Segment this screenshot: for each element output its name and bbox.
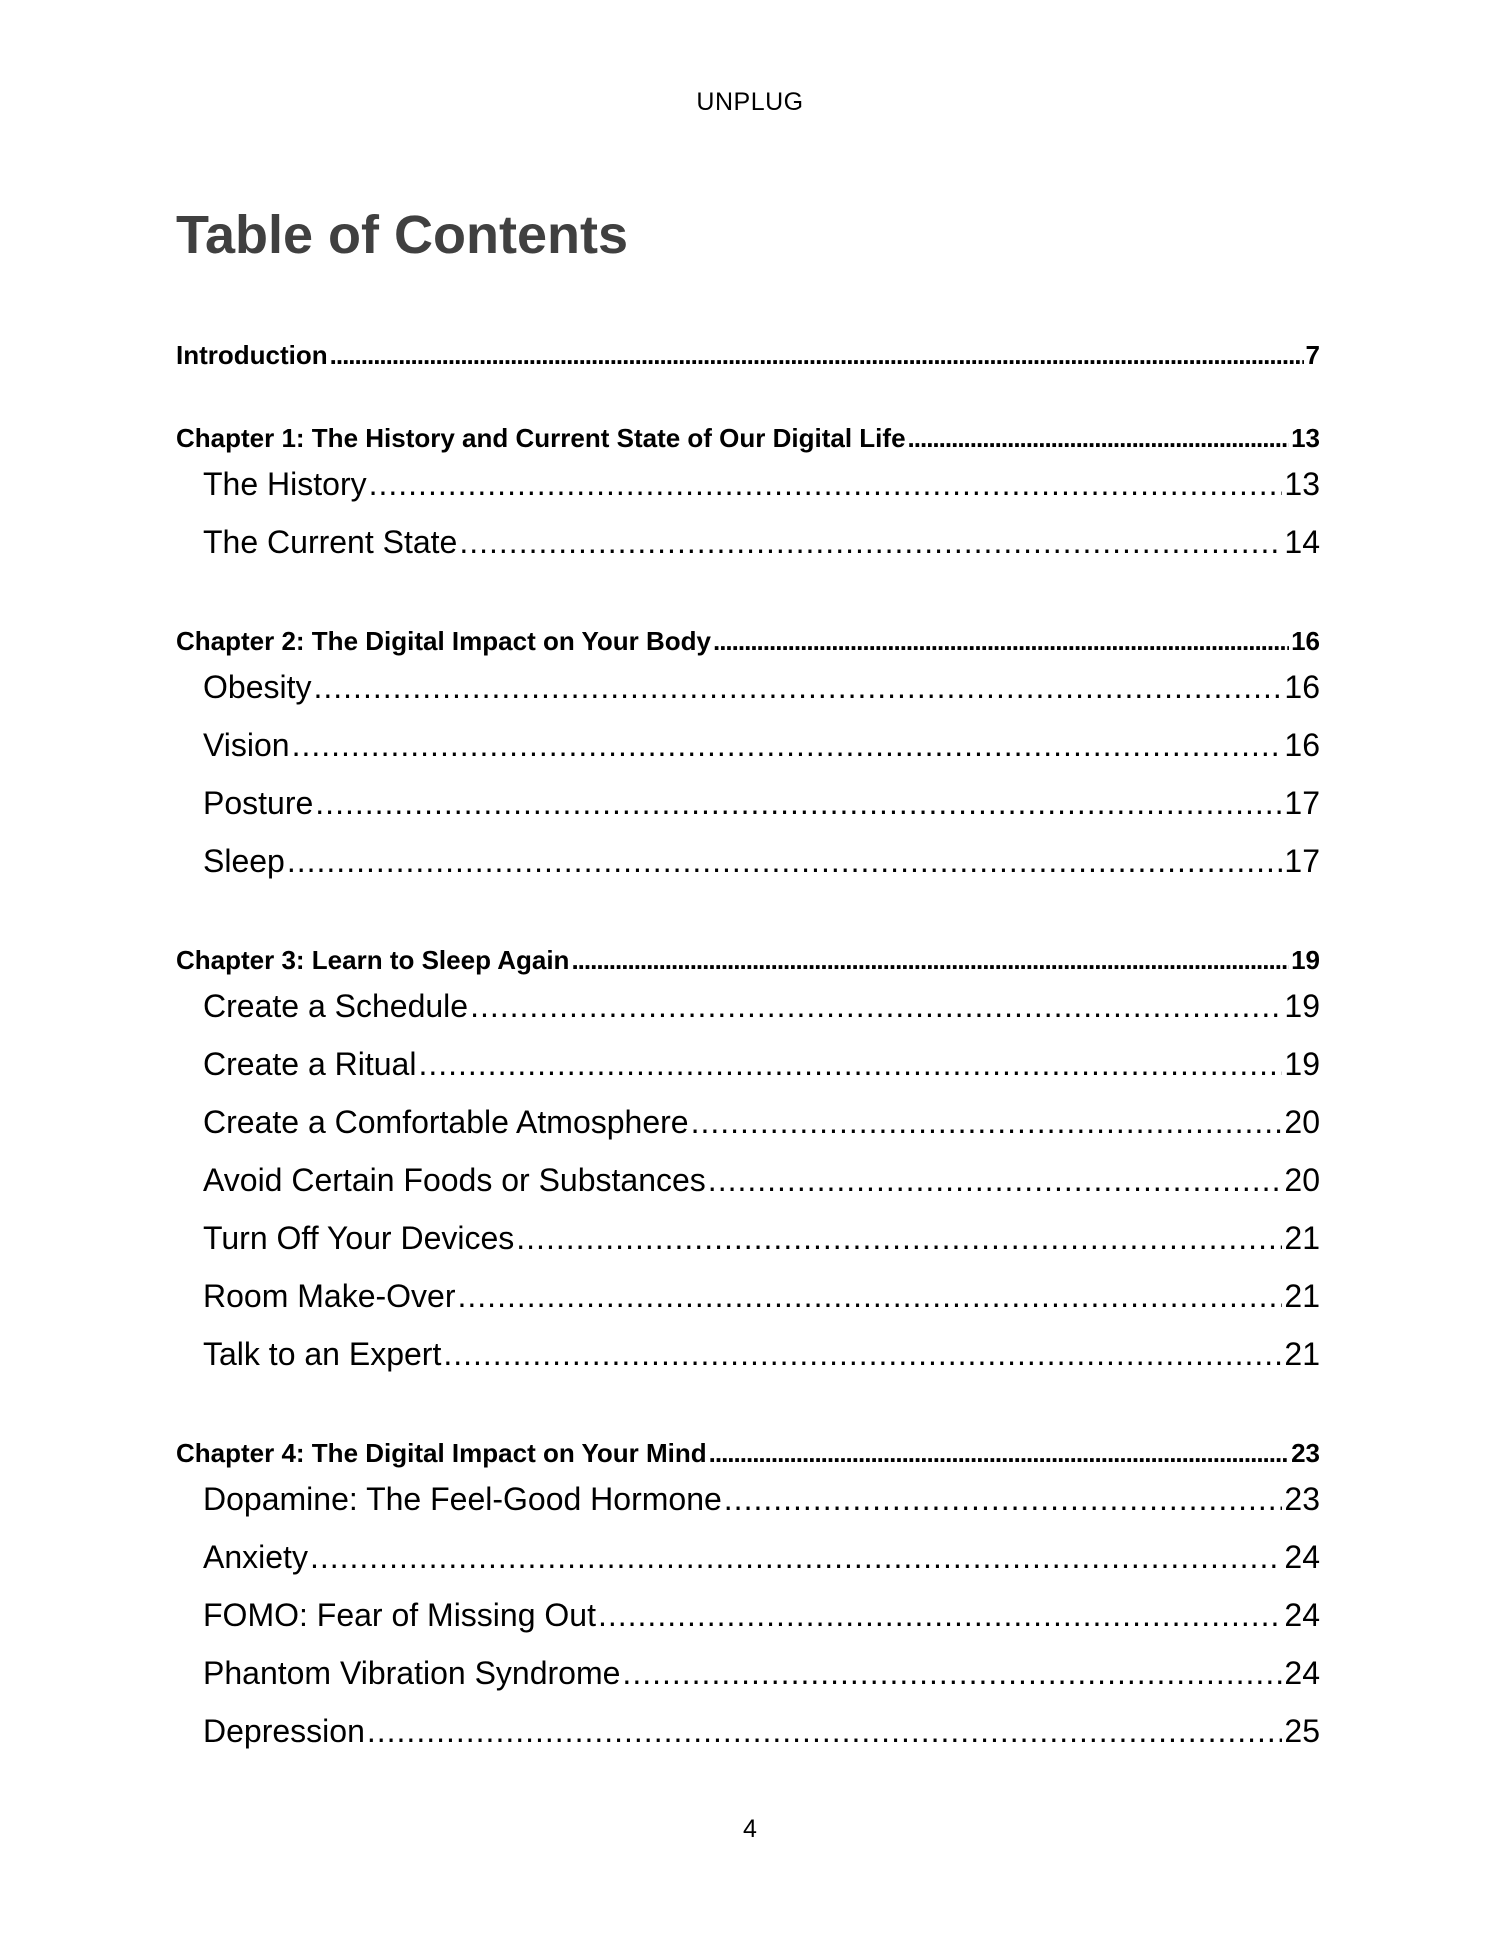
toc-entry-label: Depression xyxy=(203,1713,365,1749)
toc-entry-page: 13 xyxy=(1291,423,1320,453)
toc-entry-section[interactable] xyxy=(176,1586,1320,1644)
toc-entry-section[interactable] xyxy=(176,1702,1320,1760)
toc-entry-page: 20 xyxy=(1284,1104,1320,1140)
toc-entry-section[interactable] xyxy=(176,1035,1320,1093)
toc-entry-page: 16 xyxy=(1284,669,1320,705)
dot-leader xyxy=(310,1528,1282,1586)
toc-entry-page: 7 xyxy=(1305,340,1320,370)
toc-entry-label: Dopamine: The Feel-Good Hormone xyxy=(203,1481,722,1517)
dot-leader xyxy=(571,943,1289,977)
dot-leader xyxy=(908,421,1290,455)
toc-entry-page: 21 xyxy=(1284,1336,1320,1372)
dot-leader xyxy=(330,338,1304,372)
toc-entry-page: 24 xyxy=(1284,1655,1320,1691)
toc-entry-page: 24 xyxy=(1284,1539,1320,1575)
toc-entry-label: Avoid Certain Foods or Substances xyxy=(203,1162,706,1198)
page-number: 4 xyxy=(743,1815,757,1843)
toc-entry-page: 16 xyxy=(1291,626,1320,656)
toc-entry-page: 17 xyxy=(1284,785,1320,821)
toc-entry-page: 24 xyxy=(1284,1597,1320,1633)
toc-entry-label: Chapter 3: Learn to Sleep Again xyxy=(176,945,570,975)
toc-entry-label: FOMO: Fear of Missing Out xyxy=(203,1597,596,1633)
toc-entry-chapter-3[interactable] xyxy=(176,943,1320,977)
toc-entry-page: 19 xyxy=(1291,945,1320,975)
dot-leader xyxy=(443,1325,1282,1383)
toc-entry-label: Turn Off Your Devices xyxy=(203,1220,515,1256)
toc-entry-section[interactable] xyxy=(176,513,1320,571)
dot-leader xyxy=(708,1151,1283,1209)
toc-entry-label: The Current State xyxy=(203,524,458,560)
toc-entry-section[interactable] xyxy=(176,1325,1320,1383)
dot-leader xyxy=(470,977,1282,1035)
toc-entry-section[interactable] xyxy=(176,716,1320,774)
toc-entry-page: 21 xyxy=(1284,1278,1320,1314)
toc-entry-page: 19 xyxy=(1284,1046,1320,1082)
toc-entry-section[interactable] xyxy=(176,1644,1320,1702)
dot-leader xyxy=(516,1209,1282,1267)
toc-entry-page: 20 xyxy=(1284,1162,1320,1198)
toc-entry-label: Chapter 1: The History and Current State of Our Digital Life xyxy=(176,423,906,453)
dot-leader xyxy=(315,774,1282,832)
toc-entry-section[interactable] xyxy=(176,1470,1320,1528)
toc-entry-chapter-1[interactable] xyxy=(176,421,1320,455)
table-of-contents xyxy=(176,338,1320,1760)
toc-entry-label: The History xyxy=(203,466,367,502)
toc-entry-label: Create a Ritual xyxy=(203,1046,417,1082)
toc-entry-label: Room Make-Over xyxy=(203,1278,456,1314)
toc-entry-introduction[interactable] xyxy=(176,338,1320,372)
toc-entry-label: Posture xyxy=(203,785,314,821)
dot-leader xyxy=(292,716,1283,774)
toc-entry-section[interactable] xyxy=(176,832,1320,890)
toc-entry-section[interactable] xyxy=(176,455,1320,513)
toc-entry-section[interactable] xyxy=(176,1528,1320,1586)
dot-leader xyxy=(709,1436,1289,1470)
toc-entry-chapter-4[interactable] xyxy=(176,1436,1320,1470)
page-title: Table of Contents xyxy=(176,205,628,265)
toc-entry-label: Obesity xyxy=(203,669,312,705)
dot-leader xyxy=(691,1093,1283,1151)
toc-entry-page: 16 xyxy=(1284,727,1320,763)
toc-entry-page: 23 xyxy=(1291,1438,1320,1468)
toc-entry-label: Chapter 4: The Digital Impact on Your Mind xyxy=(176,1438,707,1468)
toc-entry-section[interactable] xyxy=(176,977,1320,1035)
running-header: UNPLUG xyxy=(696,88,804,116)
toc-entry-page: 13 xyxy=(1284,466,1320,502)
toc-entry-label: Vision xyxy=(203,727,290,763)
toc-entry-section[interactable] xyxy=(176,1093,1320,1151)
toc-entry-section[interactable] xyxy=(176,1209,1320,1267)
dot-leader xyxy=(418,1035,1282,1093)
toc-entry-label: Introduction xyxy=(176,340,328,370)
toc-entry-label: Sleep xyxy=(203,843,285,879)
toc-entry-label: Anxiety xyxy=(203,1539,308,1575)
toc-entry-page: 25 xyxy=(1284,1713,1320,1749)
dot-leader xyxy=(598,1586,1282,1644)
toc-entry-page: 17 xyxy=(1284,843,1320,879)
dot-leader xyxy=(367,1702,1283,1760)
toc-entry-label: Create a Comfortable Atmosphere xyxy=(203,1104,689,1140)
dot-leader xyxy=(622,1644,1282,1702)
toc-entry-page: 14 xyxy=(1284,524,1320,560)
dot-leader xyxy=(713,624,1289,658)
dot-leader xyxy=(458,1267,1283,1325)
toc-entry-label: Phantom Vibration Syndrome xyxy=(203,1655,621,1691)
dot-leader xyxy=(313,658,1282,716)
toc-entry-section[interactable] xyxy=(176,1151,1320,1209)
toc-entry-chapter-2[interactable] xyxy=(176,624,1320,658)
dot-leader xyxy=(287,832,1283,890)
toc-entry-label: Talk to an Expert xyxy=(203,1336,442,1372)
toc-entry-section[interactable] xyxy=(176,658,1320,716)
toc-entry-label: Chapter 2: The Digital Impact on Your Body xyxy=(176,626,711,656)
toc-entry-page: 19 xyxy=(1284,988,1320,1024)
dot-leader xyxy=(369,455,1283,513)
dot-leader xyxy=(459,513,1282,571)
toc-entry-section[interactable] xyxy=(176,1267,1320,1325)
toc-entry-page: 23 xyxy=(1284,1481,1320,1517)
toc-entry-label: Create a Schedule xyxy=(203,988,469,1024)
toc-entry-page: 21 xyxy=(1284,1220,1320,1256)
dot-leader xyxy=(724,1470,1283,1528)
toc-entry-section[interactable] xyxy=(176,774,1320,832)
